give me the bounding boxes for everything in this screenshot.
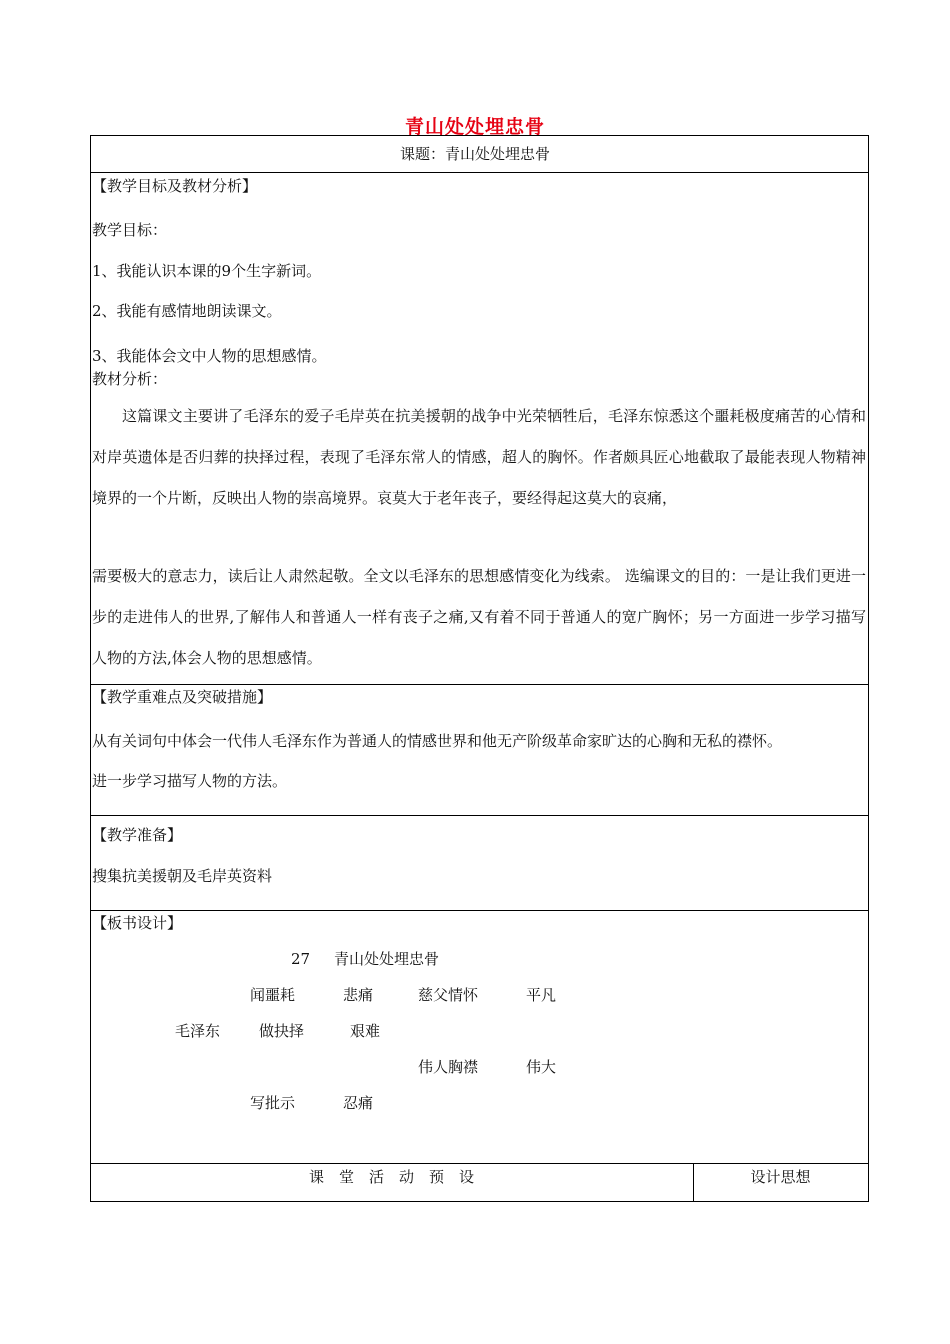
- table-border-left: [90, 135, 91, 1201]
- goal-item: 1、我能认识本课的9个生字新词。: [92, 262, 322, 280]
- section-heading-preparation: 【教学准备】: [92, 826, 183, 844]
- analysis-paragraph-1: 这篇课文主要讲了毛泽东的爱子毛岸英在抗美援朝的战争中光荣牺牲后，毛泽东惊悉这个噩耗极度痛苦的心情和对岸英遗体是否归葬的抉择过程，表现了毛泽东常人的情感，超人的胸怀。作者颇具匠心地截取了最能表现人物精神境界的一个片断，反映出人物的崇高境界。哀莫大于老年丧子，要经得起这莫大的哀痛，: [92, 407, 866, 507]
- goal-item: 3、我能体会文中人物的思想感情。: [92, 347, 327, 365]
- section-heading-key-points: 【教学重难点及突破措施】: [92, 688, 273, 706]
- footer-activity-header: 课 堂 活 动 预 设: [308, 1168, 474, 1186]
- board-word: 做抉择: [259, 1022, 305, 1040]
- table-border-right: [868, 135, 869, 1201]
- table-border-top: [90, 135, 869, 136]
- row-divider-1: [90, 684, 869, 685]
- goals-label: 教学目标：: [92, 221, 168, 239]
- row-divider-topic: [90, 172, 869, 173]
- row-divider-2: [90, 815, 869, 816]
- board-word: 慈父情怀: [418, 986, 479, 1004]
- row-divider-3: [90, 910, 869, 911]
- board-word: 艰难: [350, 1022, 381, 1040]
- lesson-topic: 课题：青山处处埋忠骨: [399, 145, 550, 163]
- analysis-paragraph-2: 需要极大的意志力，读后让人肃然起敬。全文以毛泽东的思想感情变化为线索。 选编课文的目的：一是让我们更进一步的走进伟人的世界,了解伟人和普通人一样有丧子之痛,又有着不同于普通人的宽广胸怀；另一方面进一步学习描写人物的方法,体会人物的思想感情。: [92, 567, 866, 667]
- goal-item: 2、我能有感情地朗读课文。: [92, 302, 282, 320]
- footer-design-header: 设计思想: [750, 1168, 811, 1186]
- board-title-number: 27: [291, 950, 311, 968]
- board-word: 平凡: [526, 986, 557, 1004]
- board-word: 闻噩耗: [250, 986, 296, 1004]
- table-border-bottom: [90, 1201, 869, 1202]
- section-heading-goals: 【教学目标及教材分析】: [92, 177, 258, 195]
- key-points-line: 从有关词句中体会一代伟人毛泽东作为普通人的情感世界和他无产阶级革命家旷达的心胸和无私的襟怀。: [92, 732, 783, 750]
- board-word: 忍痛: [343, 1094, 374, 1112]
- board-word: 伟人胸襟: [418, 1058, 479, 1076]
- preparation-content: 搜集抗美援朝及毛岸英资料: [92, 867, 273, 885]
- key-points-line: 进一步学习描写人物的方法。: [92, 772, 288, 790]
- section-heading-board-design: 【板书设计】: [92, 914, 183, 932]
- row-divider-4: [90, 1163, 869, 1164]
- board-word: 悲痛: [343, 986, 374, 1004]
- board-word: 毛泽东: [175, 1022, 221, 1040]
- document-title: 青山处处埋忠骨: [404, 116, 545, 138]
- analysis-label: 教材分析：: [92, 370, 168, 388]
- board-word: 写批示: [250, 1094, 296, 1112]
- board-title: 青山处处埋忠骨: [334, 950, 440, 968]
- board-word: 伟大: [526, 1058, 557, 1076]
